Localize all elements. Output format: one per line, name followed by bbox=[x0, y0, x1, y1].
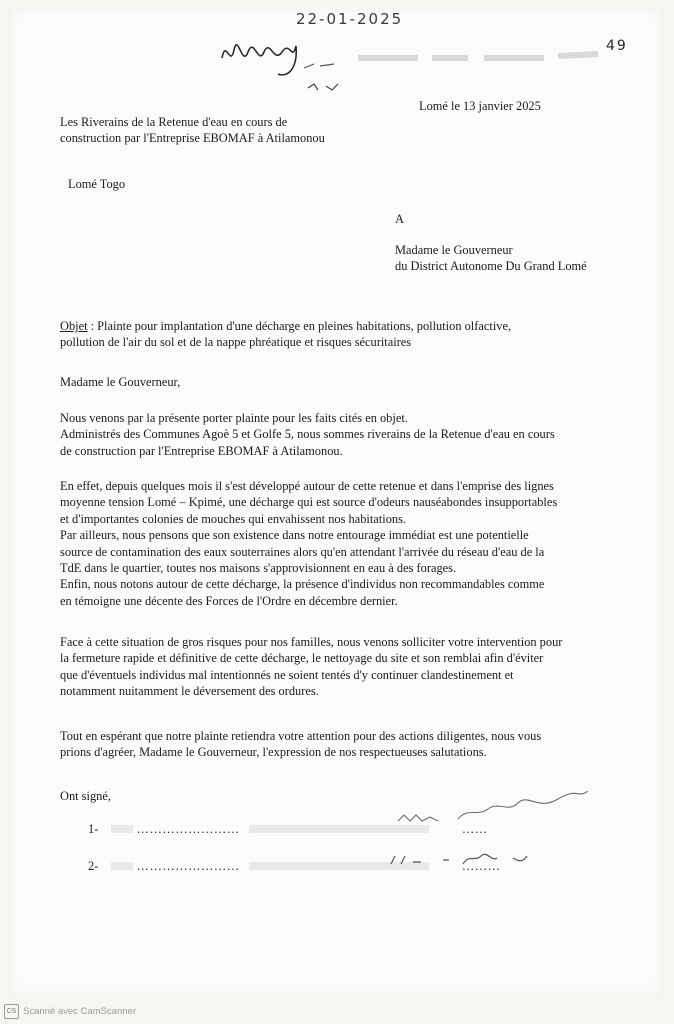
body-line: Enfin, nous notons autour de cette décharge, la présence d'individus non recommandables comme bbox=[60, 577, 545, 592]
letter-date: Lomé le 13 janvier 2025 bbox=[419, 99, 541, 113]
body-line: Tout en espérant que notre plainte retiendra votre attention pour des actions diligentes, nous vous bbox=[60, 729, 542, 743]
subject-text: : Plainte pour implantation d'une décharge en pleines habitations, pollution olfactive, bbox=[87, 319, 512, 333]
salutation: Madame le Gouverneur, bbox=[60, 375, 181, 389]
body-line: en témoigne une décente des Forces de l'Ordre en décembre dernier. bbox=[60, 593, 398, 608]
camscanner-logo-icon: CS bbox=[4, 1004, 19, 1019]
recipient-line: du District Autonome Du Grand Lomé bbox=[395, 259, 587, 274]
body-line: de construction par l'Entreprise EBOMAF à Atilamonou. bbox=[60, 443, 343, 458]
body-line: moyenne tension Lomé – Kpimé, une décharge qui est source d'odeurs nauséabondes insupportables bbox=[60, 495, 558, 510]
body-line: notamment nuitamment le déversement des ordures. bbox=[60, 684, 319, 699]
reception-stamp-number: 49 bbox=[606, 38, 628, 54]
subject-label: Objet bbox=[60, 319, 88, 333]
body-line: Administrés des Communes Agoè 5 et Golfe 5, nous sommes riverains de la Retenue d'eau en cours bbox=[60, 427, 555, 442]
signature-1-scribble bbox=[388, 791, 648, 831]
subject-text: pollution de l'air du sol et de la nappe phréatique et risques sécuritaires bbox=[60, 335, 412, 350]
sender-line: Les Riverains de la Retenue d'eau en cours de bbox=[60, 115, 288, 129]
body-line: et d'importantes colonies de mouches qui envahissent nos habitations. bbox=[60, 511, 407, 526]
signatory-dots: …………………… bbox=[136, 822, 240, 836]
signatory-dots: …… bbox=[461, 822, 488, 836]
reception-stamp-date: 22-01-2025 bbox=[296, 10, 404, 28]
recipient-block bbox=[395, 242, 587, 275]
body-line: source de contamination des eaux souterraines alors qu'en attendant l'arrivée du réseau d'eau de la bbox=[60, 544, 545, 559]
sender-line: construction par l'Entreprise EBOMAF à Atilamonou bbox=[60, 131, 325, 146]
body-line: Nous venons par la présente porter plainte pour les faits cités en objet. bbox=[60, 411, 408, 425]
signed-label: Ont signé, bbox=[60, 789, 111, 803]
body-line: Face à cette situation de gros risques pour nos familles, nous venons solliciter votre intervention pour bbox=[60, 635, 563, 649]
signatory-dots: …………………… bbox=[136, 859, 240, 873]
signatory-number: 1- bbox=[88, 822, 99, 836]
body-line: que d'éventuels individus mal intentionnés ne soient tentés d'y continuer clandestinement et bbox=[60, 667, 514, 682]
signature-2-scribble bbox=[383, 844, 563, 874]
body-paragraph-4 bbox=[60, 728, 622, 761]
body-line: TdE dans le quartier, toutes nos maisons s'approvisionnent en eau à des forages. bbox=[60, 561, 457, 576]
body-line: prions d'agréer, Madame le Gouverneur, l'expression de nos respectueuses salutations. bbox=[60, 745, 487, 760]
recipient-to: A bbox=[395, 212, 404, 226]
body-line: Par ailleurs, nous pensons que son existence dans notre entourage immédiat est une potentielle bbox=[60, 528, 529, 543]
redacted-name bbox=[111, 862, 133, 870]
body-line: En effet, depuis quelques mois il s'est développé autour de cette retenue et dans l'emprise des lignes bbox=[60, 479, 554, 493]
sender-block bbox=[60, 114, 400, 147]
scanner-footer-text: Scanné avec CamScanner bbox=[23, 1006, 137, 1017]
body-paragraph-3 bbox=[60, 634, 622, 700]
signatory-number: 2- bbox=[88, 859, 99, 873]
signatory-dots: ……… bbox=[461, 859, 501, 873]
sender-city: Lomé Togo bbox=[68, 177, 126, 191]
scanner-footer bbox=[4, 1004, 136, 1019]
letter-page bbox=[8, 6, 664, 998]
signature-scribble bbox=[208, 28, 628, 108]
subject-block bbox=[60, 318, 620, 351]
recipient-line: Madame le Gouverneur bbox=[395, 243, 513, 257]
body-paragraph-1 bbox=[60, 410, 620, 459]
body-paragraph-2 bbox=[60, 478, 622, 609]
redacted-name bbox=[111, 825, 133, 833]
body-line: la fermeture rapide et définitive de cette décharge, le nettoyage du site et son remblai afin d'éviter bbox=[60, 651, 544, 666]
